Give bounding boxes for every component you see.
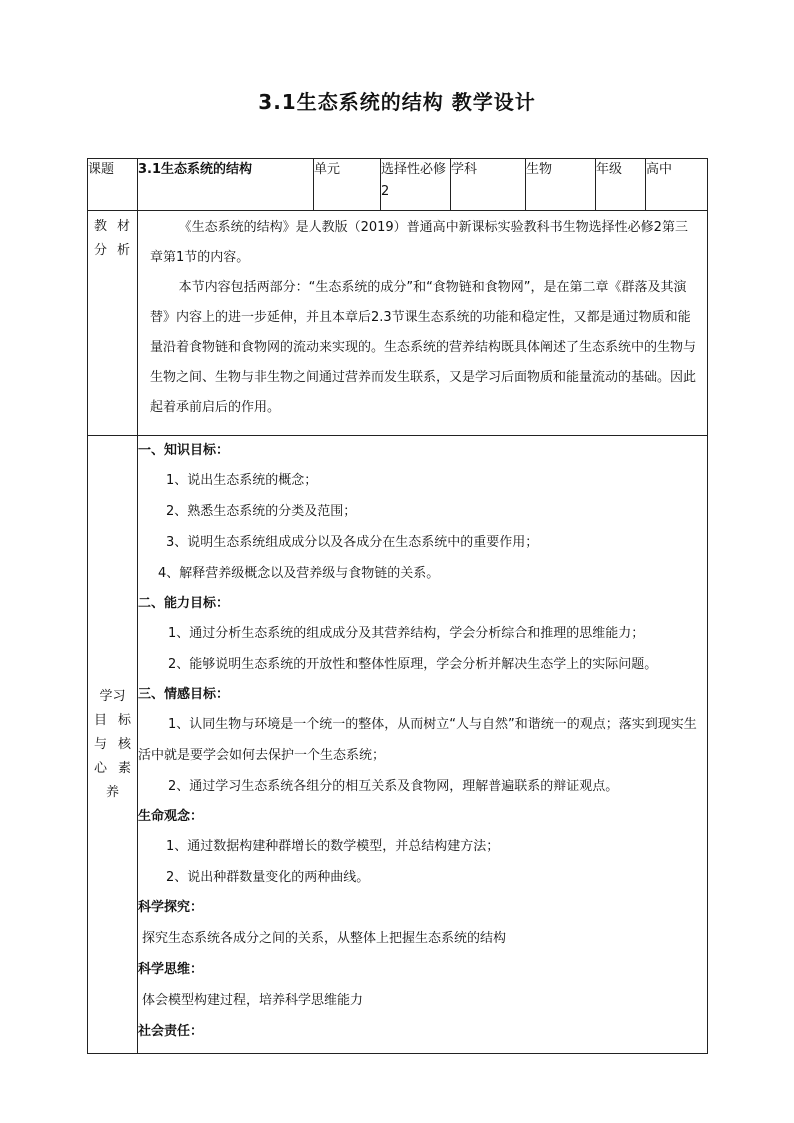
topic-value: 3.1生态系统的结构 [138, 159, 314, 211]
document-title: 3.1生态系统的结构 教学设计 [258, 90, 536, 114]
knowledge-item-3: 3、说明生态系统组成成分以及各成分在生态系统中的重要作用； [166, 535, 539, 550]
lesson-plan-table [87, 158, 708, 1054]
grade-label: 年级 [596, 159, 646, 211]
emotion-item-1: 1、认同生物与环境是一个统一的整体，从而树立“人与自然”和谐统一的观点；落实到现实生活中就是要学会如何去保护一个生态系统； [138, 717, 697, 763]
ability-item-2: 2、能够说明生态系统的开放性和整体性原理，学会分析并解决生态学上的实际问题。 [168, 657, 658, 672]
responsibility-heading: 社会责任： [138, 1024, 204, 1039]
textbook-analysis-label: 教材分析 [94, 219, 130, 258]
unit-label: 单元 [314, 159, 381, 211]
subject-label: 学科 [451, 159, 526, 211]
life-item-1: 1、通过数据构建种群增长的数学模型，并总结构建方法； [166, 839, 500, 854]
thinking-heading: 科学思维： [138, 962, 204, 977]
objectives-label [88, 685, 137, 805]
unit-value: 选择性必修2 [381, 159, 451, 211]
objectives-content [138, 436, 708, 1054]
textbook-analysis-row [88, 211, 708, 436]
knowledge-item-4: 4、解释营养级概念以及营养级与食物链的关系。 [158, 566, 440, 581]
objectives-label-line-2: 目标 [94, 712, 131, 728]
objectives-label-line-5: 养 [105, 784, 119, 800]
grade-value: 高中 [646, 159, 708, 211]
objectives-row [88, 436, 708, 1054]
emotion-item-2: 2、通过学习生态系统各组分的相互关系及食物网，理解普遍联系的辩证观点。 [168, 779, 619, 794]
knowledge-item-1: 1、说出生态系统的概念； [166, 473, 318, 488]
objectives-label-line-4: 心素 [94, 760, 131, 776]
emotion-heading: 三、情感目标： [138, 687, 230, 702]
objectives-label-line-3: 与核 [94, 736, 131, 752]
ability-heading: 二、能力目标： [138, 596, 230, 611]
analysis-paragraph-2: 本节内容包括两部分：“生态系统的成分”和“食物链和食物网”，是在第二章《群落及其演替》内容上的进一步延伸，并且本章后2.3节课生态系统的功能和稳定性，又都是通过物质和能量沿着食物链和食物网的流动来实现的。生态系统的营养结构既具体阐述了生态系统中的生物与生物之间、生物与非生物之间通过营养而发生联系，又是学习后面物质和能量流动的基础。因此起着承前启后的作用。 [150, 280, 697, 415]
life-item-2: 2、说出种群数量变化的两种曲线。 [166, 870, 370, 885]
life-heading: 生命观念： [138, 809, 204, 824]
topic-label: 课题 [88, 159, 138, 211]
knowledge-item-2: 2、熟悉生态系统的分类及范围； [166, 504, 357, 519]
inquiry-text: 探究生态系统各成分之间的关系，从整体上把握生态系统的结构 [142, 931, 507, 946]
objectives-label-line-1: 学习 [99, 688, 126, 704]
inquiry-heading: 科学探究： [138, 900, 204, 915]
subject-value: 生物 [526, 159, 596, 211]
textbook-analysis-label-cell [88, 211, 138, 436]
objectives-label-cell [88, 436, 138, 1054]
thinking-text: 体会模型构建过程，培养科学思维能力 [142, 993, 364, 1008]
ability-item-1: 1、通过分析生态系统的组成成分及其营养结构，学会分析综合和推理的思维能力； [168, 626, 645, 641]
textbook-analysis-content [138, 211, 708, 436]
analysis-paragraph-1: 《生态系统的结构》是人教版（2019）普通高中新课标实验教科书生物选择性必修2第三章第1节的内容。 [150, 220, 688, 265]
header-row [88, 159, 708, 211]
knowledge-heading: 一、知识目标： [138, 443, 230, 458]
